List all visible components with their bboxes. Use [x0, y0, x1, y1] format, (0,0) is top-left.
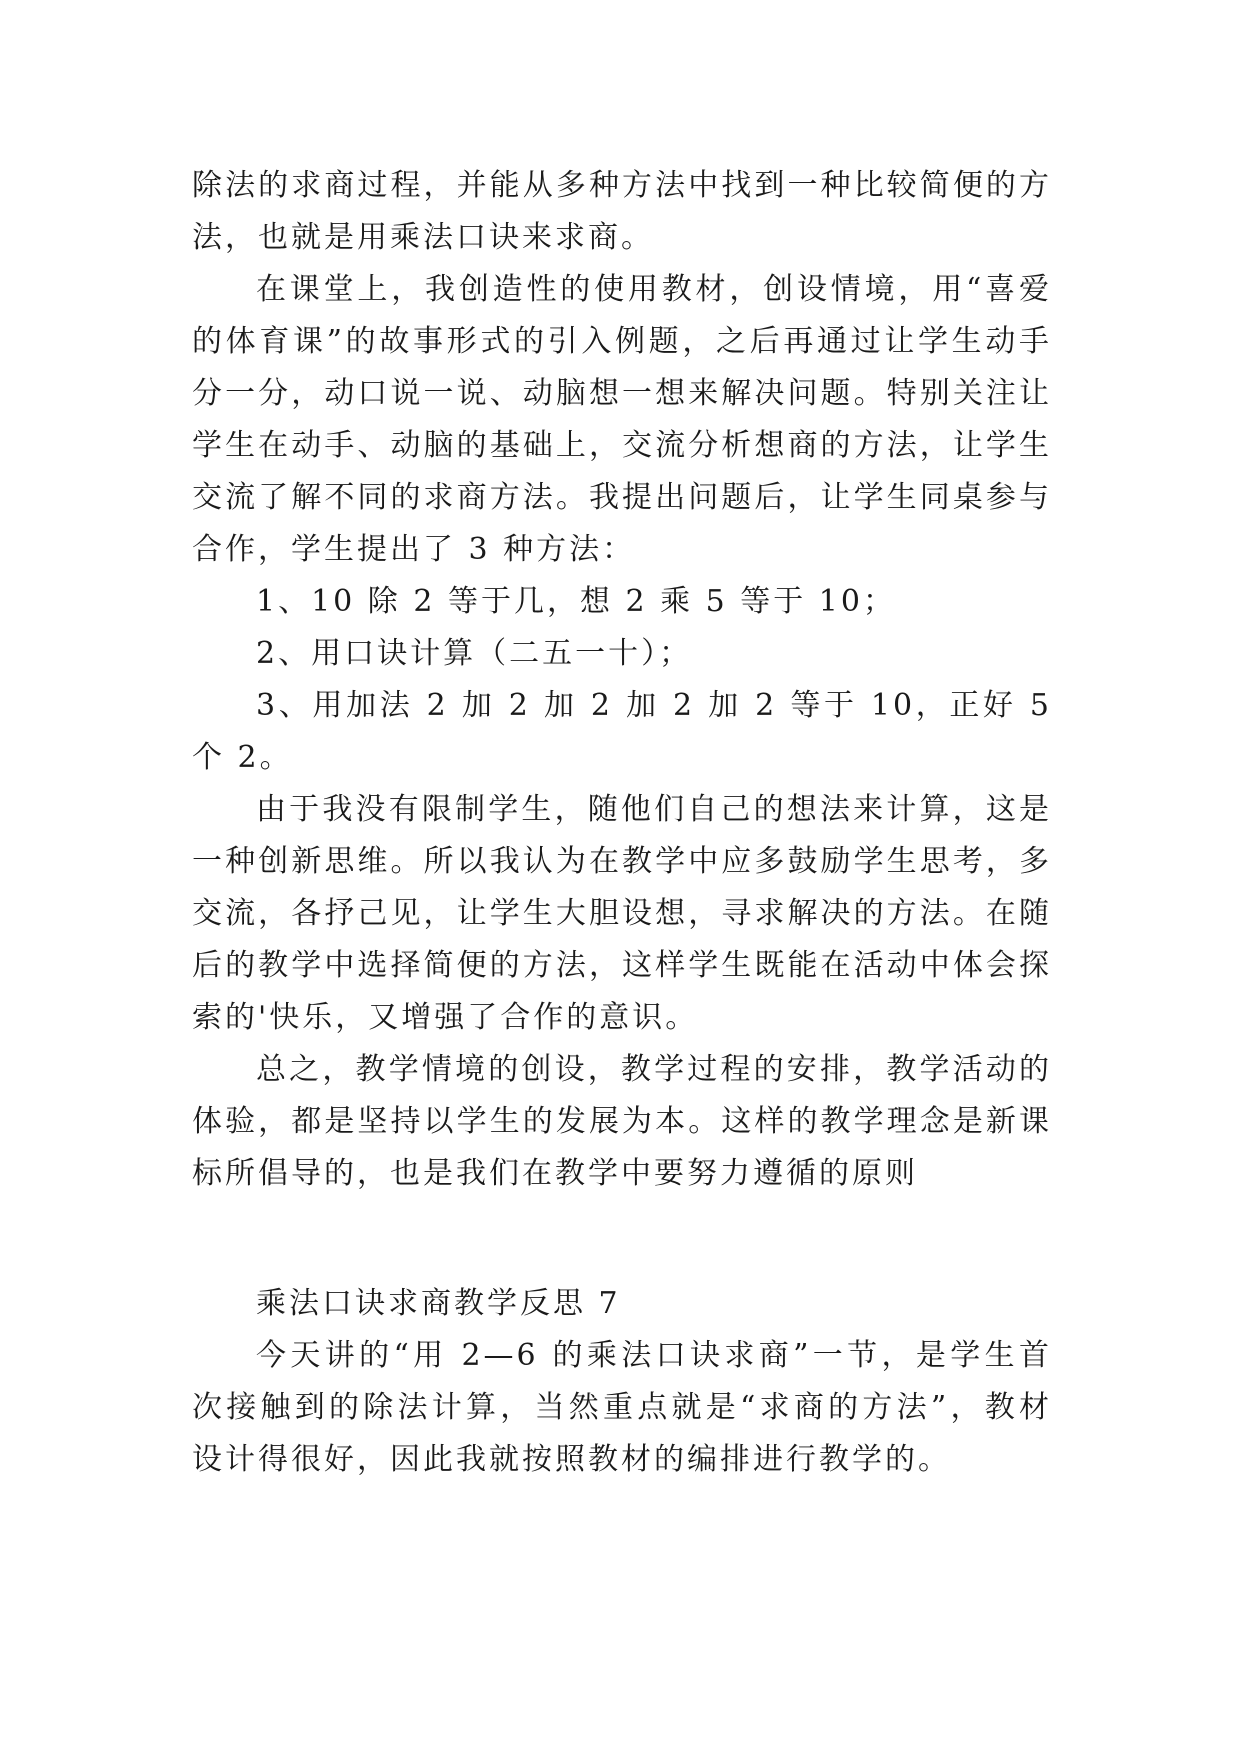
- paragraph: 除法的求商过程，并能从多种方法中找到一种比较简便的方法，也就是用乘法口诀来求商。: [192, 168, 1052, 255]
- list-item: 3、用加法 2 加 2 加 2 加 2 加 2 等于 10，正好 5 个 2。: [192, 688, 1052, 775]
- list-item: 1、10 除 2 等于几，想 2 乘 5 等于 10；: [256, 584, 896, 619]
- section-heading: 乘法口诀求商教学反思 7: [256, 1286, 621, 1321]
- list-item: 2、用口诀计算（二五一十）；: [256, 636, 693, 671]
- document-body: [192, 160, 1052, 1486]
- section-spacer: [192, 1200, 1052, 1278]
- paragraph: 总之，教学情境的创设，教学过程的安排，教学活动的体验，都是坚持以学生的发展为本。这样的教学理念是新课标所倡导的，也是我们在教学中要努力遵循的原则: [192, 1052, 1052, 1191]
- paragraph: 在课堂上，我创造性的使用教材，创设情境，用“喜爱的体育课”的故事形式的引入例题，之后再通过让学生动手分一分，动口说一说、动脑想一想来解决问题。特别关注让学生在动手、动脑的基础上，交流分析想商的方法，让学生交流了解不同的求商方法。我提出问题后，让学生同桌参与合作，学生提出了 3 种方法：: [192, 272, 1052, 567]
- paragraph: 由于我没有限制学生，随他们自己的想法来计算，这是一种创新思维。所以我认为在教学中应多鼓励学生思考，多交流，各抒己见，让学生大胆设想，寻求解决的方法。在随后的教学中选择简便的方法，这样学生既能在活动中体会探索的'快乐，又增强了合作的意识。: [192, 792, 1052, 1035]
- paragraph: 今天讲的“用 2—6 的乘法口诀求商”一节，是学生首次接触到的除法计算，当然重点就是“求商的方法”，教材设计得很好，因此我就按照教材的编排进行教学的。: [192, 1338, 1052, 1477]
